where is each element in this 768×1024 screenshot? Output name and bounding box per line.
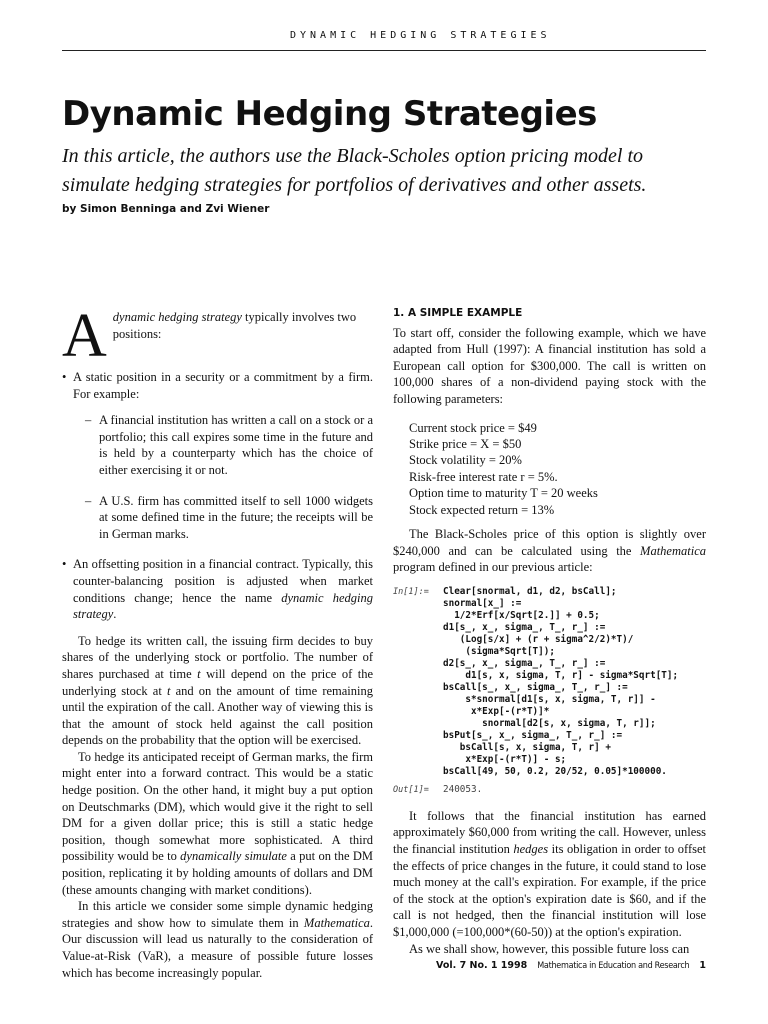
output-cell [393,784,706,796]
bullet-static-text: A static position in a security or a commitment by a firm. For example: [73,370,373,401]
text-run: will depend on the price of the underlying stock at [62,666,373,698]
bullet-offset-end: . [113,607,117,622]
bullet-offset-em: dynamic hedging strategy [73,590,373,622]
list-item: Risk-free interest rate r = 5%. [409,469,558,484]
list-item [62,556,373,622]
paragraph-hedge-call [62,633,373,749]
bs-price-paragraph [393,526,706,576]
volume-info: Vol. 7 No. 1 1998 [436,960,528,971]
intro-paragraph [62,302,373,370]
mathematica-code-block [393,586,706,796]
text-em: hedges [513,841,549,856]
example-intro: To start off, consider the following example, which we have adapted from Hull (1997): A financial institution has sold a European call option for $300,000. The call is written on 100,000 shares of a non-dividend paying stock with the following parameters: [393,325,706,406]
list-item: Current stock price = $49 [409,420,537,435]
text-run: . Our discussion will lead us naturally to the consideration of Value-at-Risk (VaR), a measure of possible future losses which has become increasingly popular. [62,915,373,980]
out-prompt: Out[1]= [393,784,429,795]
list-item [62,369,373,542]
right-column [393,305,706,957]
list-item: – A financial institution has written a call on a stock or a portfolio; this call expires some time in the future and is held by a counterparty which has the choice of either exercising it or not. [73,412,373,478]
text-run: To hedge its anticipated receipt of German marks, the firm might enter into a forward contract. This would be a static hedge position. On the other hand, it might buy a put option on Deutschmarks (DM), which would give it the right to sell DM for a given dollar price; this is still a static hedge position, though somewhat more sophisticated. A third possibility would be to [62,749,373,864]
page-number: 1 [699,960,706,971]
math-var-t: t [166,683,171,698]
text-run: a put on the DM position, replicating it by holding amounts of dollars and DM (these amounts changing with market conditions). [62,849,374,897]
text-run: The Black-Scholes price of this option is slightly over $240,000 and can be calculated using the [393,527,706,558]
drop-cap: A [62,302,107,370]
text-em: Mathematica [640,543,706,558]
text-run: its obligation in order to offset the effects of price changes in the future, it could stand to lose much money at the call's expiration. For example, if the price of the stock at the option's expiration date is $60, and if the call is not hedged, then the financial institution will lose $1,000,000 (=100,000*(60-50)) at the option's expiration. [393,841,706,939]
text-run: In this article we consider some simple dynamic hedging strategies and show how to simulate them in [62,899,373,930]
position-list [62,369,373,623]
paragraph-overview [62,898,373,981]
intro-em: dynamic hedging strategy [112,310,242,324]
text-em: Mathematica [303,915,370,930]
list-item: – A U.S. firm has committed itself to sell 1000 widgets at some defined time in the future; the receipts will be in German marks. [73,493,373,543]
running-head: DYNAMIC HEDGING STRATEGIES [290,30,551,41]
page-footer [436,960,706,971]
header-rule [62,50,706,51]
text-run: program defined in our previous article: [393,560,593,575]
article-dek: In this article, the authors use the Black-Scholes option pricing model to simulate hedging strategies for portfolios of derivatives and other assets. [62,145,647,196]
example-list [73,412,373,542]
intro-rest: typically involves two positions: [112,310,357,341]
bullet-offset-text: An offsetting position in a financial contract. Typically, this counter-balancing position is adjusted when market conditions change; hence the name [73,557,373,605]
parameter-list [409,420,706,518]
list-item: Stock expected return = 13% [409,502,555,517]
text-run: To hedge its written call, the issuing firm decides to buy shares of the underlying stock or portfolio. The number of shares purchased at time [62,633,373,681]
loss-paragraph [393,808,706,941]
section-heading: 1. A SIMPLE EXAMPLE [393,307,523,319]
list-item: Stock volatility = 20% [409,453,522,468]
paragraph-hedge-marks [62,749,373,898]
math-var-t: t [197,666,201,681]
byline: by Simon Benninga and Zvi Wiener [62,203,270,215]
out-value: 240053. [443,783,483,795]
in-prompt: In[1]:= [393,586,429,597]
closing-paragraph: As we shall show, however, this possible future loss can [409,941,690,956]
left-column [62,302,374,981]
text-run: and on the amount of time remaining until the expiration of the call. Another way of viewing this is that the amount of stock held against the call position depends on the probability that the option will be exercised. [62,683,373,748]
journal-name: Mathematica in Education and Research [537,961,690,971]
text-em: dynamically simulate [180,849,287,864]
article-title: Dynamic Hedging Strategies [62,94,597,134]
list-item: Option time to maturity T = 20 weeks [409,486,598,501]
text-run: It follows that the financial institution has earned approximately $60,000 from writing the call. However, unless the financial institution [393,808,706,856]
list-item: Strike price = X = $50 [409,436,522,451]
input-cell [393,586,706,778]
code-lines: Clear[snormal, d1, d2, bsCall]; snormal[x_] := 1/2*Erf[x/Sqrt[2.]] + 0.5; d1[s_, x_, sigma_, T_, r_] := (Log[s/x] + (r + sigma^2/2)*T)/ (sigma*Sqrt[T]); d2[s_, x_, sigma_, T_, r_] := d1[s, x, sigma, T, r] - sigma*Sqrt[T]; bsCall[s_, x_, sigma_, T_, r_] := s*snormal[d1[s, x, sigma, T, r]] - x*Exp[-(r*T)]* snormal[d2[s, x, sigma, T, r]]; bsPut[s_, x_, sigma_, T_, r_] := bsCall[s, x, sigma, T, r] + x*Exp[-(r*T)] - s; bsCall[49, 50, 0.2, 20/52, 0.05]*100000. [443,585,679,777]
